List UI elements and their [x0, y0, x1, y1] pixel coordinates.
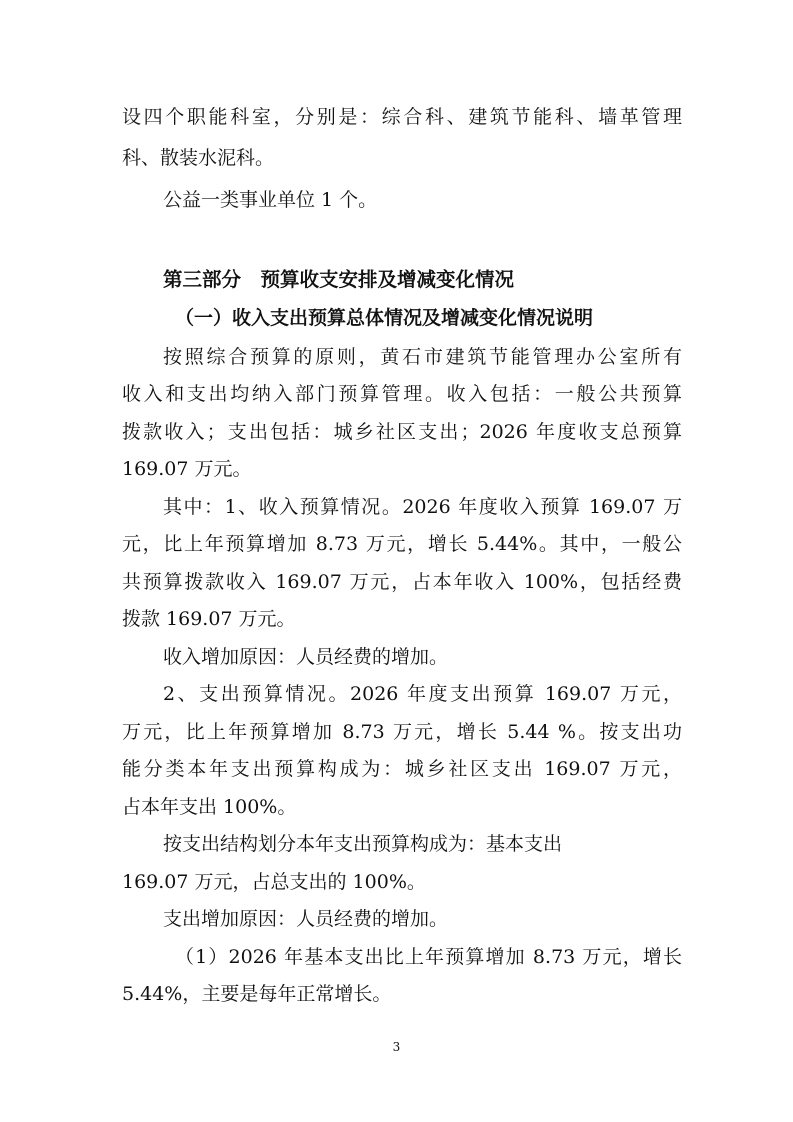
para5-line-2: 169.07 万元，占总支出的 100%。: [122, 871, 426, 893]
para4-line-3: 能分类本年支出预算构成为：城乡社区支出 169.07 万元，: [122, 758, 682, 780]
para1-line-1: 按照综合预算的原则，黄石市建筑节能管理办公室所有: [163, 346, 682, 368]
para2-line-1: 其中：1、收入预算情况。2026 年度收入预算 169.07 万: [163, 496, 682, 518]
section1-title: （一）收入支出预算总体情况及增减变化情况说明: [175, 307, 594, 329]
intro-line-1: 设四个职能科室，分别是：综合科、建筑节能科、墙革管理: [122, 106, 682, 128]
para6: 支出增加原因：人员经费的增加。: [163, 908, 449, 930]
para4-line-1: 2、支出预算情况。2026 年度支出预算 169.07 万元，: [163, 683, 682, 705]
para7-line-1: （1）2026 年基本支出比上年预算增加 8.73 万元，增长: [175, 946, 682, 968]
para4-line-4: 占本年支出 100%。: [122, 796, 297, 818]
intro-line-2: 科、散装水泥科。: [122, 147, 275, 169]
part3-title: 第三部分 预算收支安排及增减变化情况: [163, 268, 515, 291]
para7-line-2: 5.44%，主要是每年正常增长。: [122, 983, 392, 1005]
para4-line-2: 万元，比上年预算增加 8.73 万元，增长 5.44 %。按支出功: [122, 721, 682, 743]
para1-line-2: 收入和支出均纳入部门预算管理。收入包括：一般公共预算: [122, 383, 682, 405]
para5-line-1: 按支出结构划分本年支出预算构成为：基本支出: [163, 833, 563, 855]
page-number: 3: [392, 1040, 401, 1054]
para1-line-4: 169.07 万元。: [122, 458, 252, 480]
para2-line-4: 拨款 169.07 万元。: [122, 608, 296, 630]
para2-line-2: 元，比上年预算增加 8.73 万元，增长 5.44%。其中，一般公: [122, 533, 682, 555]
para1-line-3: 拨款收入；支出包括：城乡社区支出；2026 年度收支总预算: [122, 421, 682, 443]
para3: 收入增加原因：人员经费的增加。: [163, 646, 449, 668]
intro-line-3: 公益一类事业单位 1 个。: [163, 189, 378, 211]
para2-line-3: 共预算拨款收入 169.07 万元，占本年收入 100%，包括经费: [122, 571, 682, 593]
